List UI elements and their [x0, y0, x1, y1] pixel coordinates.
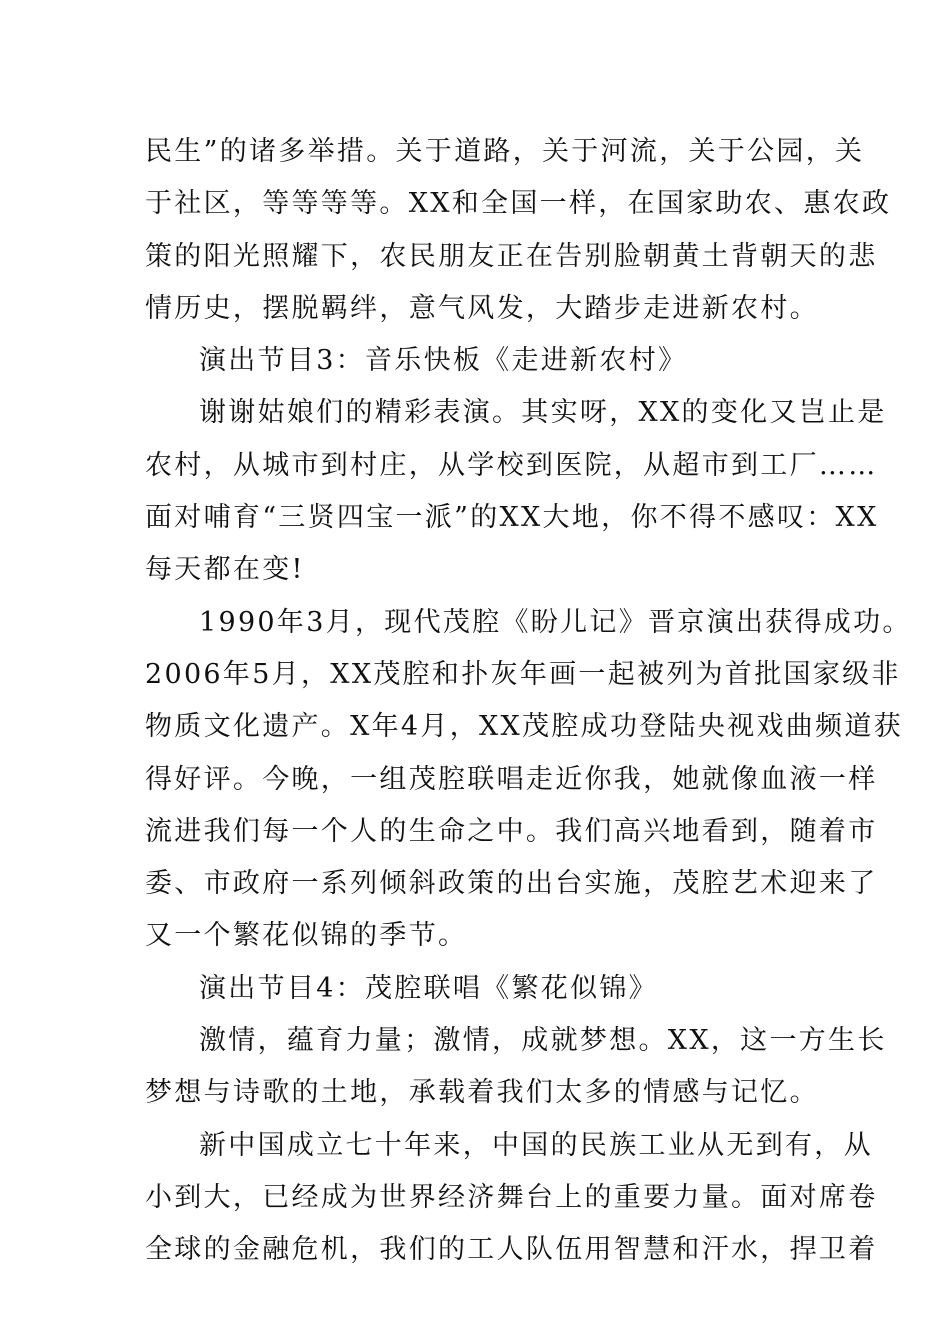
paragraph-3 [145, 387, 887, 596]
text-line: 梦想与诗歌的土地，承载着我们太多的情感与记忆。 [145, 1077, 819, 1109]
text-line: 得好评。今晚，一组茂腔联唱走近你我，她就像血液一样 [145, 763, 878, 795]
text-line: 2006年5月，XX茂腔和扑灰年画一起被列为首批国家级非 [145, 658, 901, 690]
text-line: 演出节目4：茂腔联唱《繁花似锦》 [199, 972, 658, 1004]
text-line: 新中国成立七十年来，中国的民族工业从无到有，从 [199, 1129, 873, 1161]
text-line: 又一个繁花似锦的季节。 [145, 920, 468, 952]
text-line: 1990年3月，现代茂腔《盼儿记》晋京演出获得成功。 [199, 606, 912, 638]
text-line: 物质文化遗产。X年4月，XX茂腔成功登陆央视戏曲频道获 [145, 711, 903, 743]
text-line: 情历史，摆脱羁绊，意气风发，大踏步走进新农村。 [145, 292, 819, 324]
document-body [145, 126, 912, 1277]
paragraph-7 [145, 1120, 878, 1277]
paragraph-6 [145, 1015, 887, 1120]
program-title-4 [145, 963, 813, 1015]
text-line: 激情，蕴育力量；激情，成就梦想。XX，这一方生长 [199, 1025, 887, 1057]
text-line: 面对哺育“三贤四宝一派”的XX大地，你不得不感叹：XX [145, 502, 879, 534]
text-line: 演出节目3：音乐快板《走进新农村》 [199, 345, 688, 377]
text-line: 谢谢姑娘们的精彩表演。其实呀，XX的变化又岂止是 [199, 397, 887, 429]
text-line: 于社区，等等等等。XX和全国一样，在国家助农、惠农政 [145, 188, 892, 220]
text-line: 流进我们每一个人的生命之中。我们高兴地看到，随着市 [145, 815, 878, 847]
paragraph-1 [145, 126, 892, 335]
program-title-3 [145, 335, 813, 387]
text-line: 农村，从城市到村庄，从学校到医院，从超市到工厂…… [145, 449, 878, 481]
text-line: 委、市政府一系列倾斜政策的出台实施，茂腔艺术迎来了 [145, 868, 878, 900]
text-line: 策的阳光照耀下，农民朋友正在告别脸朝黄土背朝天的悲 [145, 240, 878, 272]
text-line: 民生”的诸多举措。关于道路，关于河流，关于公园，关 [145, 136, 865, 167]
paragraph-4 [145, 597, 912, 963]
text-line: 小到大，已经成为世界经济舞台上的重要力量。面对席卷 [145, 1181, 878, 1213]
text-line: 全球的金融危机，我们的工人队伍用智慧和汗水，捍卫着 [145, 1234, 878, 1266]
text-line: 每天都在变! [145, 554, 305, 586]
